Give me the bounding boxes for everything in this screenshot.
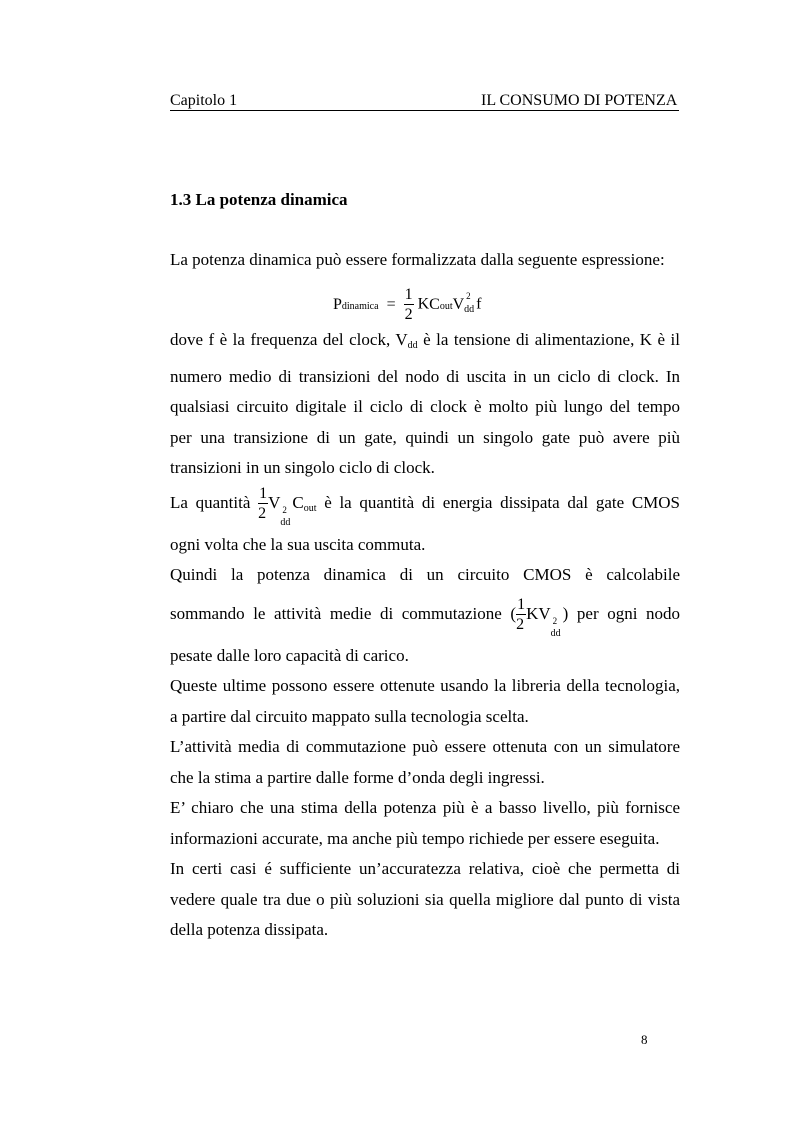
paragraph-cmos-formula-line: [170, 594, 681, 639]
text-line: transizioni in un singolo ciclo di clock.: [170, 458, 435, 477]
text-line: vedere quale tra due o più soluzioni sia quella migliore dal punto di vista: [170, 889, 680, 909]
section-title: 1.3 La potenza dinamica: [170, 190, 348, 209]
text-line: Quindi la potenza dinamica di un circuito CMOS è calcolabile: [170, 565, 680, 584]
formula-c: Cout: [429, 295, 453, 313]
inline-cout: $C_{out}$: [292, 493, 317, 514]
text-line: dove f è la frequenza del clock, $V_{dd}$ è la tensione di alimentazione, K è il: [170, 330, 681, 351]
text-line: qualsiasi circuito digitale il ciclo di clock è molto più lungo del tempo: [170, 397, 680, 416]
intro-paragraph: [170, 245, 680, 276]
inline-kvdd: ( $\frac{1}{2}$ KV 2 dd ): [510, 596, 569, 639]
inline-fraction: $\frac{1}{2}$: [258, 485, 268, 523]
text-line: della potenza dissipata.: [170, 920, 329, 939]
text-line: E’ chiaro che una stima della potenza più è a basso livello, più fornisce: [170, 798, 680, 817]
formula-f: f: [476, 295, 482, 313]
text-line: ogni volta che la sua uscita commuta.: [170, 535, 426, 554]
text-line: per una transizione di un gate, quindi un singolo gate può avere più: [170, 427, 680, 447]
formula-k: K: [417, 295, 430, 313]
paragraph-definitions: [170, 325, 680, 484]
paragraph-energy-line: [170, 483, 681, 528]
text-line: sommando le attività medie di commutazione ( $\frac{1}{2}$ KV 2 dd ) per ogni nodo: [170, 596, 681, 639]
formula-lhs: Pdinamica: [333, 295, 379, 313]
paragraph-energy-cont: [170, 530, 680, 561]
text-line: informazioni accurate, ma anche più tempo richiede per essere eseguita.: [170, 828, 660, 848]
text-line: pesate dalle loro capacità di carico.: [170, 646, 409, 665]
text-line: che la stima a partire dalle forme d’onda degli ingressi.: [170, 767, 545, 787]
text-line: Queste ultime possono essere ottenute usando la libreria della tecnologia,: [170, 676, 680, 695]
header-chapter: Capitolo 1: [170, 92, 238, 109]
header-divider: [170, 110, 679, 111]
text-line: L’attività media di commutazione può essere ottenuta con un simulatore: [170, 737, 680, 756]
text-line: numero medio di transizioni del nodo di uscita in un ciclo di clock. In: [170, 366, 680, 386]
inline-vdd: $V_{dd}$: [395, 330, 418, 351]
text-line: In certi casi é sufficiente un’accuratezza relativa, cioè che permetta di: [170, 859, 680, 878]
page-number: 8: [641, 1032, 648, 1047]
formula-equals: =: [386, 295, 396, 313]
formula-fraction: $\frac{1}{2}$: [404, 286, 413, 323]
paragraph-cmos-cont: [170, 641, 680, 672]
formula-main: [333, 287, 482, 323]
paragraph-cmos: [170, 560, 680, 591]
formula-v: V 2 dd: [452, 290, 475, 315]
intro-text: La potenza dinamica può essere formalizzata dalla seguente espressione:: [170, 250, 665, 269]
text-line: a partire dal circuito mappato sulla tecnologia scelta.: [170, 706, 529, 726]
text-line: La quantità $\frac{1}{2}$ V 2 dd $C_{out}$ è la quantità di energia dissipata dal gate CMOS: [170, 485, 681, 528]
inline-vdd2: V 2 dd: [268, 493, 291, 528]
header-title: IL CONSUMO DI POTENZA: [481, 92, 678, 109]
paragraph-library: [170, 671, 680, 946]
